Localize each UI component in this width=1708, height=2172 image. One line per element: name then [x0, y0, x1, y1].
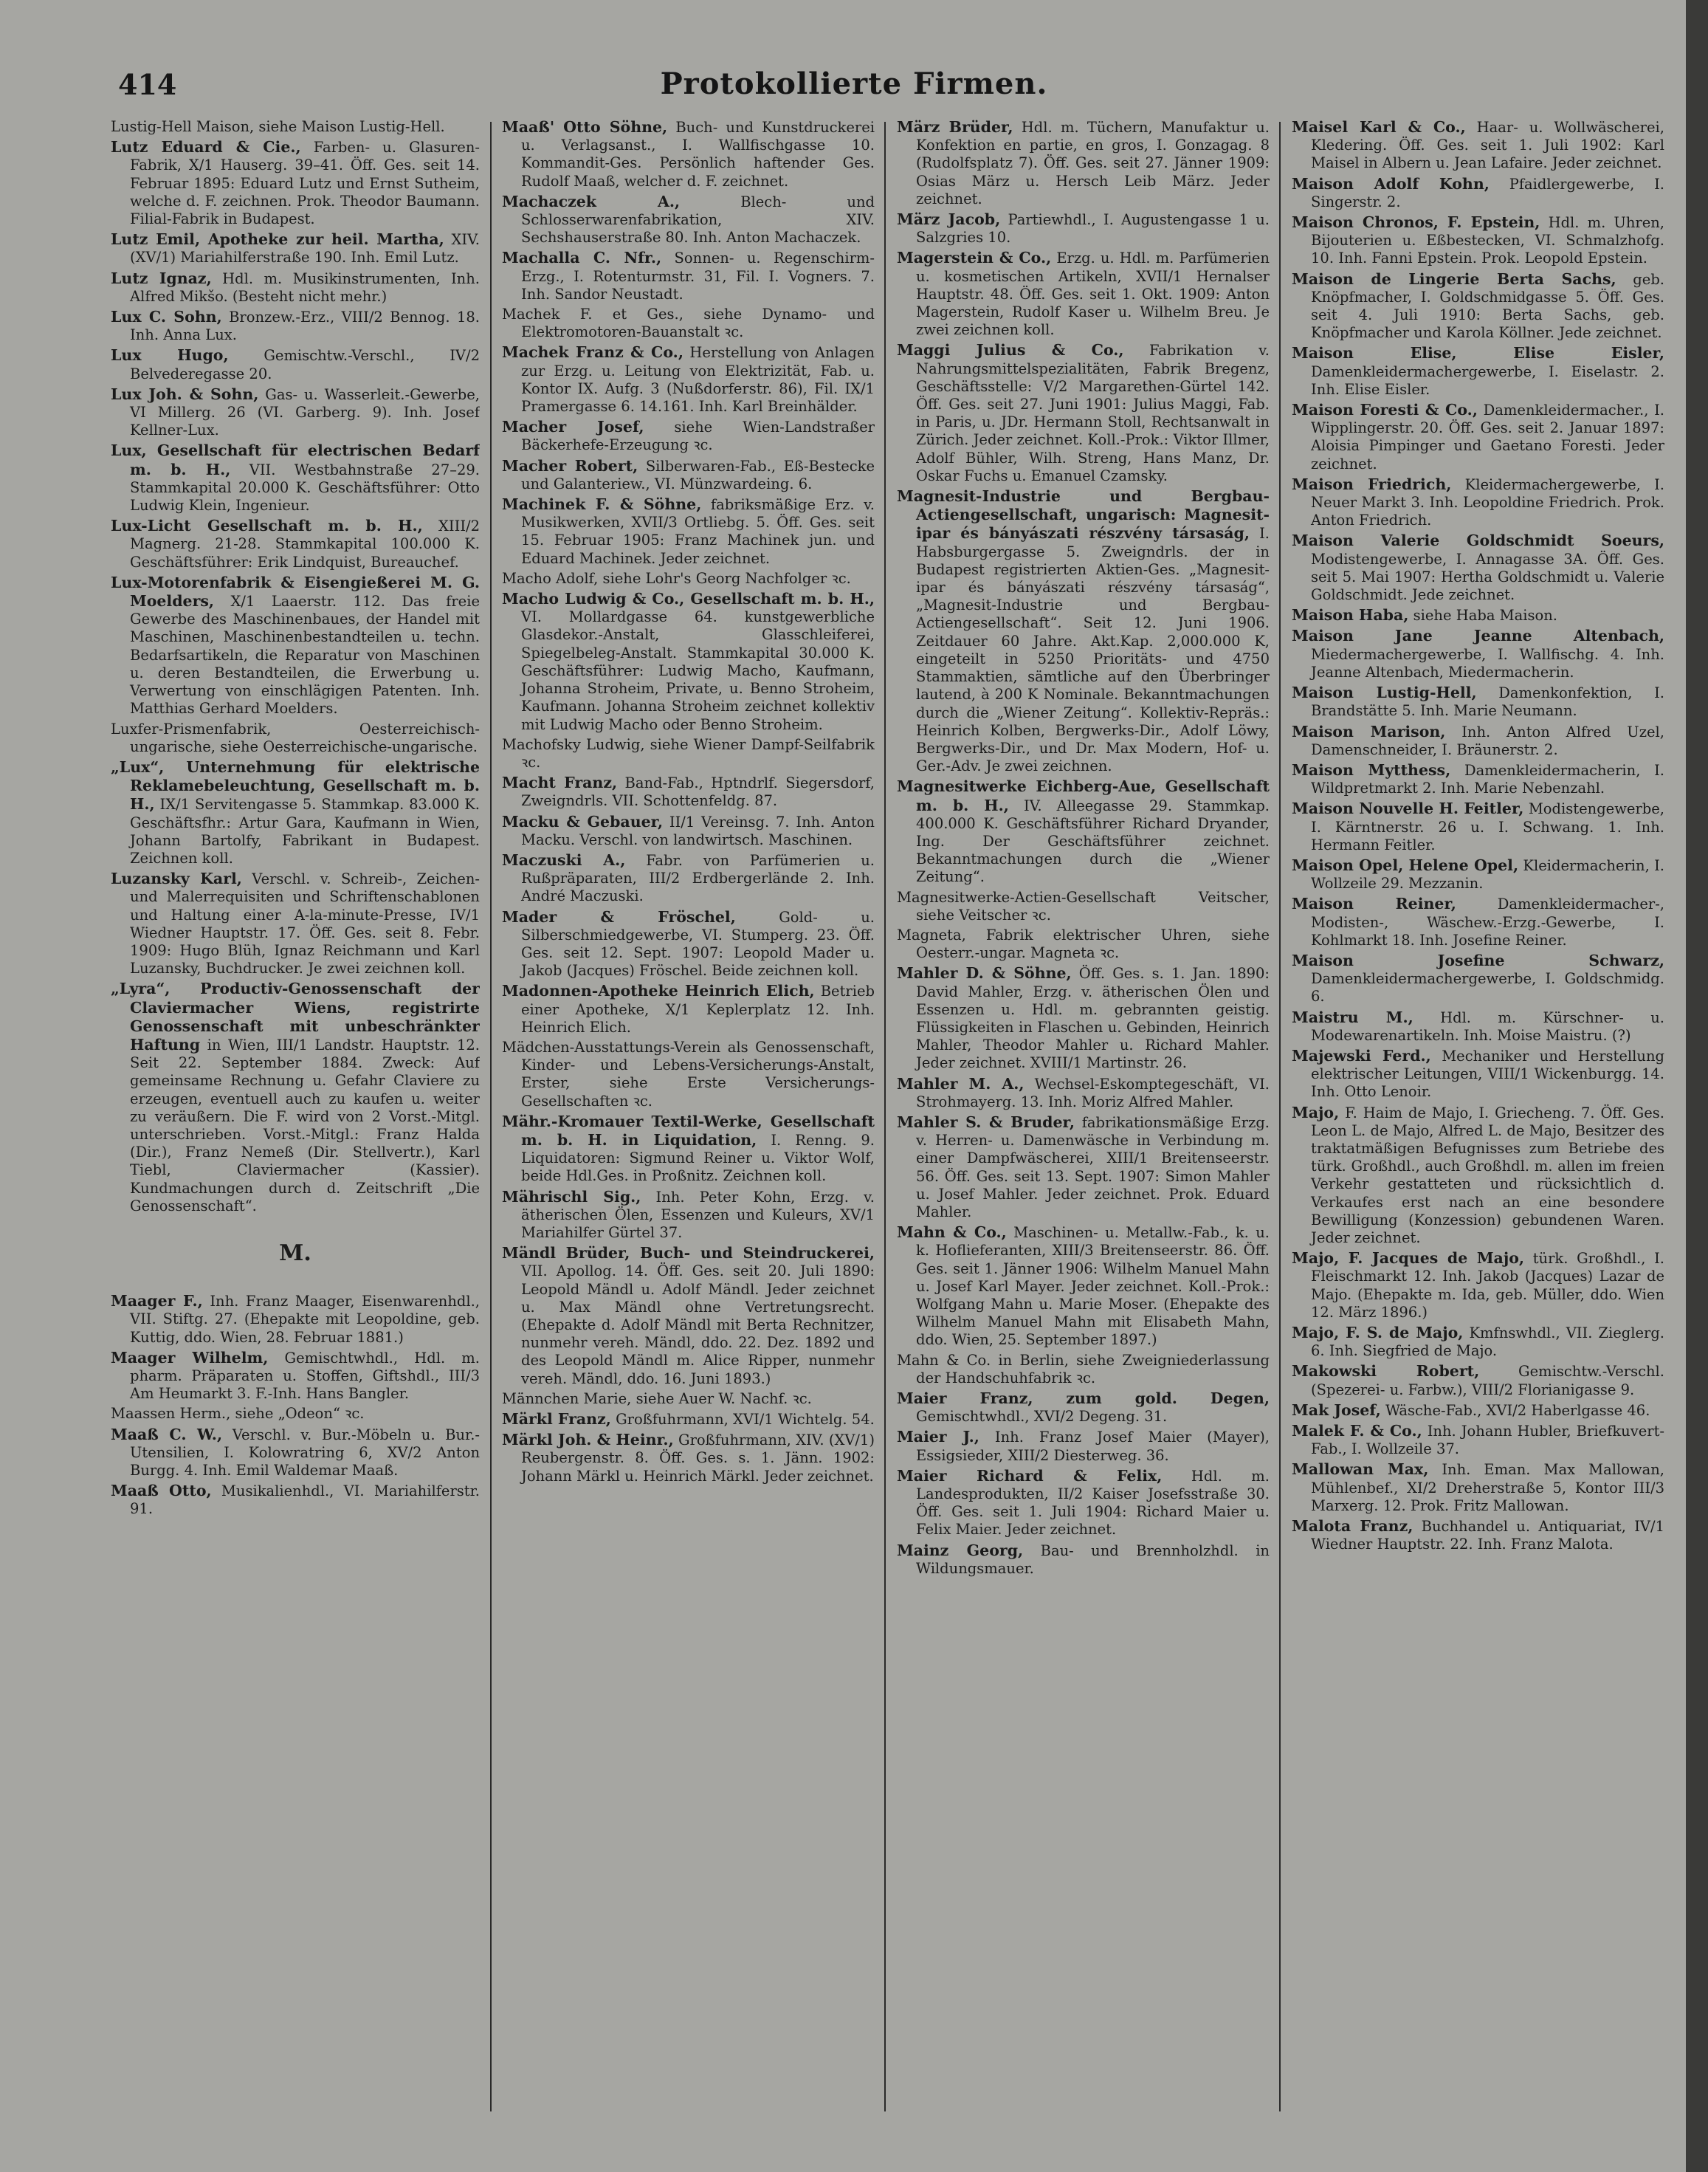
firm-name: Lutz Eduard & Cie.,: [111, 138, 301, 157]
firm-entry: [1292, 627, 1664, 681]
firm-details: in Wien, III/1 Landstr. Hauptstr. 12. Seit 22. September 1884. Zweck: Auf gemeinsame Rechnung u. Gefahr Claviere zu erzeugen, eventuell auch zu kaufen u. weiter zu veräußern. Die F. wird von 2 Vorst.-Mitgl. unterschrieben. Vorst.-Mitgl.: Franz Halda (Dir.), Franz Nemeß (Dir. Stellvertr.), Karl Tiebl, Claviermacher (Kassier). Kundmachungen durch d. Zeitschrift „Die Genossenschaft“.: [130, 1036, 480, 1214]
firm-name: Malek F. & Co.,: [1292, 1422, 1422, 1440]
firm-name: „Lux“, Unternehmung für elektrische Reklamebeleuchtung, Gesellschaft m. b. H.,: [111, 757, 480, 814]
firm-details: Machek F. et Ges., siehe Dynamo- und Elektromotoren-Bauanstalt ꝛc.: [502, 306, 875, 341]
firm-details: Musikalienhdl., VI. Mariahilferstr. 91.: [130, 1482, 480, 1518]
firm-name: Maison Marison,: [1292, 722, 1446, 740]
firm-entry: [111, 574, 480, 718]
firm-name: Mahler D. & Söhne,: [897, 964, 1072, 983]
column-4: [1292, 118, 1664, 2111]
firm-entry: [502, 570, 875, 588]
firm-name: Lux-Motorenfabrik & Eisengießerei M. G. Moelders,: [111, 573, 480, 611]
firm-entry: [1292, 1047, 1664, 1102]
firm-details: Gemischtwhdl., Hdl. m. pharm. Präparaten u. Stoffen, Giftshdl., III/3 Am Heumarkt 3. F.-Inh. Hans Bangler.: [130, 1349, 480, 1403]
firm-details: Farben- u. Glasuren-Fabrik, X/1 Hauserg. 39–41. Öff. Ges. seit 14. Februar 1895: Eduard Lutz und Ernst Sutheim, welche d. F. zeichnen. Prok. Theodor Baumann. Filial-Fabrik in Budapest.: [130, 139, 480, 228]
firm-name: Macho Ludwig & Co., Gesellschaft m. b. H.,: [502, 590, 875, 608]
firm-entry: [897, 1389, 1270, 1426]
firm-entry: [897, 889, 1270, 924]
firm-name: Maison Lustig-Hell,: [1292, 684, 1477, 702]
firm-entry: [1292, 952, 1664, 1006]
firm-details: XIV. (XV/1) Mariahilferstraße 190. Inh. Emil Lutz.: [130, 231, 480, 267]
firm-entry: [1292, 723, 1664, 759]
firm-details: Magneta, Fabrik elektrischer Uhren, siehe Oesterr.-ungar. Magneta ꝛc.: [897, 926, 1270, 962]
firm-details: Öff. Ges. s. 1. Jan. 1890: David Mahler, Erzg. v. ätherischen Ölen und Essenzen u. Hdl. m. gebrannten geistig. Flüssigkeiten in Flaschen u. Gebinden, Heinrich Mahler, Theodor Mahler u. Richard Mahler. Jeder zeichnet. XVIII/1 Martinstr. 26.: [916, 965, 1270, 1072]
firm-details: Wäsche-Fab., XVI/2 Haberlgasse 46.: [1385, 1401, 1650, 1419]
firm-entry: [1292, 1008, 1664, 1045]
firm-details: Hdl. m. Kürschner- u. Modewarenartikeln. Inh. Moise Maistru. (?): [1311, 1008, 1664, 1044]
firm-details: Inh. Franz Josef Maier (Mayer), Essigsieder, XIII/2 Diesterweg. 36.: [916, 1429, 1270, 1464]
firm-details: Macho Adolf, siehe Lohr's Georg Nachfolger ꝛc.: [502, 569, 851, 587]
firm-details: Band-Fab., Hptndrlf. Siegersdorf, Zweigndrls. VII. Schottenfeldg. 87.: [521, 774, 875, 810]
firm-name: Mahler S. & Bruder,: [897, 1113, 1075, 1131]
firm-entry: [502, 1390, 875, 1408]
firm-entry: [111, 138, 480, 228]
firm-entry: [502, 1039, 875, 1110]
firm-name: Maison Valerie Goldschmidt Soeurs,: [1292, 532, 1664, 550]
firm-name: Lux Hugo,: [111, 346, 229, 365]
firm-entry: [502, 736, 875, 771]
firm-name: Lutz Ignaz,: [111, 269, 212, 287]
firm-name: Machaczek A.,: [502, 192, 681, 210]
firm-name: Maisel Karl & Co.,: [1292, 118, 1466, 136]
firm-name: Mährischl Sig.,: [502, 1187, 641, 1206]
firm-name: Macher Robert,: [502, 456, 638, 475]
firm-entry: [111, 346, 480, 382]
firm-details: Gold- u. Silberschmiedgewerbe, VI. Stumperg. 23. Öff. Ges. seit 12. Sept. 1907: Leopold Mader u. Jakob (Jacques) Fröschel. Beide zeichnen koll.: [521, 908, 875, 980]
firm-details: Buchhandel u. Antiquariat, IV/1 Wiedner Hauptstr. 22. Inh. Franz Malota.: [1311, 1518, 1664, 1553]
firm-details: Inh. Eman. Max Mallowan, Mühlenbef., XI/2 Dreherstraße 5, Kontor III/3 Marxerg. 12. Prok. Fritz Mallowan.: [1311, 1461, 1664, 1514]
firm-entry: [1292, 761, 1664, 797]
firm-entry: [502, 249, 875, 303]
firm-name: Machek Franz & Co.,: [502, 343, 683, 362]
firm-entry: [111, 269, 480, 306]
firm-name: Macht Franz,: [502, 774, 618, 792]
firm-details: Maassen Herm., siehe „Odeon“ ꝛc.: [111, 1405, 365, 1423]
firm-entry: [1292, 401, 1664, 473]
firm-details: fabriksmäßige Erz. v. Musikwerken, XVII/3 Ortliebg. 5. Öff. Ges. seit 15. Februar 1905: Franz Machinek jun. und Eduard Machinek. Jeder zeichnet.: [521, 496, 875, 567]
firm-details: Buch- und Kunstdruckerei u. Verlagsanst., I. Wallfischgasse 10. Kommandit-Ges. Persönlich haftender Ges. Rudolf Maaß, welcher d. F. zeichnet.: [521, 119, 875, 190]
page-number: 414: [118, 68, 177, 101]
firm-entry: [502, 306, 875, 341]
firm-details: Hdl. m. Musikinstrumenten, Inh. Alfred Mikšo. (Besteht nicht mehr.): [130, 269, 480, 305]
firm-name: Mallowan Max,: [1292, 1460, 1429, 1479]
firm-name: Macku & Gebauer,: [502, 812, 664, 831]
firm-name: Maager F.,: [111, 1292, 203, 1310]
firm-details: Mädchen-Ausstattungs-Verein als Genossenschaft, Kinder- und Lebens-Versicherungs-Anstalt, Erster, siehe Erste Versicherungs-Gesellschaften ꝛc.: [502, 1038, 875, 1110]
firm-name: Lutz Emil, Apotheke zur heil. Martha,: [111, 230, 444, 249]
firm-name: Maison Elise, Elise Eisler,: [1292, 344, 1664, 362]
firm-entry: [1292, 475, 1664, 530]
firm-details: F. Haim de Majo, I. Griecheng. 7. Öff. Ges. Leon L. de Majo, Alfred L. de Majo, Besitzer des traktatmäßigen Befugnisses zum Betriebe des türk. Großhdl., auch Großhdl. m. allen im freien Verkehr gestatteten und rücksichtlich d. Verkaufes erst nach an eine besondere Bewilligung (Konzession) gebundenen Waren. Jeder zeichnet.: [1311, 1104, 1664, 1246]
firm-details: Gemischtw.-Verschl., IV/2 Belvederegasse 20.: [130, 347, 480, 382]
firm-entry: [502, 343, 875, 416]
firm-entry: [502, 118, 875, 190]
firm-details: IV. Alleegasse 29. Stammkap. 400.000 K. Geschäftsführer Richard Dryander, Ing. Der Geschäftsführer zeichnet. Bekanntmachungen durch die „Wiener Zeitung“.: [916, 797, 1270, 886]
firm-details: Mechaniker und Herstellung elektrischer Leitungen, VIII/1 Wickenburgg. 14. Inh. Otto Lenoir.: [1311, 1047, 1664, 1101]
firm-entry: [502, 193, 875, 247]
firm-entry: [502, 908, 875, 980]
firm-details: Hdl. m. Tüchern, Manufaktur u. Konfektion en partie, en gros, I. Gonzagag. 8 (Rudolfsplatz 7). Öff. Ges. seit 27. Jänner 1909: Osias März u. Hersch Leib März. Jeder zeichnet.: [916, 119, 1270, 207]
firm-details: Damenkleidermacher-, Modisten-, Wäschew.-Erzg.-Gewerbe, I. Kohlmarkt 18. Inh. Josefine Reiner.: [1311, 896, 1664, 949]
firm-name: Lux-Licht Gesellschaft m. b. H.,: [111, 517, 423, 535]
firm-entry: [111, 721, 480, 756]
firm-entry: [502, 982, 875, 1037]
firm-name: Mainz Georg,: [897, 1541, 1024, 1559]
firm-entry: [502, 457, 875, 493]
firm-name: Lux C. Sohn,: [111, 308, 222, 326]
firm-details: Damenkleidermacherin, I. Wildpretmarkt 2. Inh. Marie Nebenzahl.: [1311, 761, 1664, 797]
firm-name: Maaß Otto,: [111, 1482, 212, 1500]
firm-entry: [1292, 1401, 1664, 1420]
firm-entry: [897, 1352, 1270, 1387]
firm-name: Makowski Robert,: [1292, 1362, 1480, 1381]
firm-entry: [897, 964, 1270, 1072]
firm-name: Maistru M.,: [1292, 1008, 1413, 1026]
firm-name: Maison Adolf Kohn,: [1292, 174, 1490, 193]
page-edge-shadow: [1686, 0, 1708, 2172]
firm-name: Mahn & Co.,: [897, 1223, 1007, 1242]
firm-name: Madonnen-Apotheke Heinrich Elich,: [502, 982, 815, 1000]
firm-entry: [502, 1113, 875, 1186]
firm-entry: [111, 1349, 480, 1403]
firm-details: Betrieb einer Apotheke, X/1 Keplerplatz 12. Inh. Heinrich Elich.: [521, 983, 875, 1036]
firm-details: siehe Wien-Landstraßer Bäckerhefe-Erzeugung ꝛc.: [521, 419, 875, 454]
firm-details: geb. Knöpfmacher, I. Goldschmidgasse 5. Öff. Ges. seit 4. Juli 1910: Berta Sachs, geb. Knöpfmacher und Karola Köllner. Jede zeichnet.: [1311, 270, 1664, 342]
firm-name: Maier Richard & Felix,: [897, 1466, 1163, 1485]
firm-entry: [897, 249, 1270, 339]
firm-details: Silberwaren-Fab., Eß-Bestecke und Galanteriew., VI. Münzwardeing. 6.: [521, 457, 875, 492]
firm-name: Majo, F. Jacques de Majo,: [1292, 1249, 1525, 1268]
firm-entry: [502, 1188, 875, 1243]
firm-entry: [897, 1223, 1270, 1349]
firm-details: türk. Großhdl., I. Fleischmarkt 12. Inh. Jakob (Jacques) Lazar de Majo. (Ehepakte m. Ida, geb. Müller, ddo. Wien 12. März 1896.): [1311, 1250, 1664, 1321]
firm-name: Majo, F. S. de Majo,: [1292, 1324, 1464, 1341]
firm-name: Mändl Brüder, Buch- und Steindruckerei,: [502, 1244, 875, 1262]
firm-entry: [502, 1431, 875, 1485]
firm-entry: [111, 1292, 480, 1347]
firm-entry: [502, 1410, 875, 1429]
firm-entry: [897, 1075, 1270, 1111]
firm-name: Majo,: [1292, 1103, 1340, 1121]
firm-name: Maison Jane Jeanne Altenbach,: [1292, 627, 1664, 645]
firm-details: Inh. Anton Alfred Uzel, Damenschneider, I. Bräunerstr. 2.: [1311, 723, 1664, 758]
firm-entry: [502, 418, 875, 454]
firm-entry: [1292, 895, 1664, 949]
firm-details: Gemischtw.-Verschl. (Spezerei- u. Farbw.), VIII/2 Florianigasse 9.: [1311, 1363, 1664, 1398]
firm-name: Maaß C. W.,: [111, 1425, 223, 1443]
firm-details: Blech- und Schlosserwarenfabrikation, XIV. Sechshauserstraße 80. Inh. Anton Machaczek.: [521, 193, 875, 247]
firm-entry: [111, 441, 480, 515]
firm-name: Machinek F. & Söhne,: [502, 495, 702, 514]
firm-name: Maaß' Otto Söhne,: [502, 118, 668, 136]
section-letter: M.: [279, 1240, 311, 1266]
firm-details: XIII/2 Magnerg. 21-28. Stammkapital 100.000 K. Geschäftsführer: Erik Lindquist, Bureauchef.: [130, 518, 480, 571]
firm-name: Maczuski A.,: [502, 850, 626, 869]
firm-entry: [1292, 606, 1664, 625]
firm-details: siehe Haba Maison.: [1413, 607, 1557, 625]
firm-name: Maison Reiner,: [1292, 895, 1456, 913]
firm-name: März Brüder,: [897, 118, 1013, 136]
firm-details: Damenkleidermachergewerbe, I. Eiselastr. 2. Inh. Elise Eisler.: [1311, 362, 1664, 398]
firm-details: Bronzew.-Erz., VIII/2 Bennog. 18. Inh. Anna Lux.: [130, 309, 480, 344]
firm-entry: [111, 517, 480, 571]
firm-name: Maier J.,: [897, 1428, 979, 1446]
columns-container: [111, 118, 1668, 2111]
firm-name: Luzansky Karl,: [111, 870, 242, 888]
firm-details: Pfaidlergewerbe, I. Singerstr. 2.: [1311, 175, 1664, 210]
firm-details: Damenkonfektion, I. Brandstätte 5. Inh. Marie Neumann.: [1311, 684, 1664, 720]
firm-name: Maison Nouvelle H. Feitler,: [1292, 800, 1524, 818]
firm-entry: [111, 118, 480, 136]
firm-details: Miedermachergewerbe, I. Wallfischg. 4. Inh. Jeanne Altenbach, Miedermacherin.: [1311, 645, 1664, 681]
firm-name: Mahler M. A.,: [897, 1074, 1025, 1093]
firm-details: Männchen Marie, siehe Auer W. Nachf. ꝛc.: [502, 1389, 812, 1407]
firm-details: Erzg. u. Hdl. m. Parfümerien u. kosmetischen Artikeln, XVII/1 Hernalser Hauptstr. 48. Öff. Ges. seit 1. Okt. 1909: Anton Magerstein, Rudolf Kaser u. Wilhelm Breu. Je zwei zeichnen koll.: [916, 250, 1270, 339]
firm-entry: [897, 1113, 1270, 1221]
firm-details: VII. Westbahnstraße 27–29. Stammkapital 20.000 K. Geschäftsführer: Otto Ludwig Klein, Ingenieur.: [130, 461, 480, 515]
firm-name: Magerstein & Co.,: [897, 249, 1052, 267]
firm-entry: [897, 487, 1270, 775]
firm-name: Märkl Franz,: [502, 1410, 611, 1429]
firm-entry: [502, 1244, 875, 1388]
firm-details: Sonnen- u. Regenschirm-Erzg., I. Rotenturmstr. 31, Fil. I. Vogners. 7. Inh. Sandor Neustadt.: [521, 250, 875, 303]
firm-details: II/1 Vereinsg. 7. Inh. Anton Macku. Verschl. von landwirtsch. Maschinen.: [521, 813, 875, 848]
firm-entry: [897, 341, 1270, 485]
firm-details: Damenkleidermacher., I. Wipplingerstr. 20. Öff. Ges. seit 2. Januar 1897: Aloisia Pimpinger und Gaetano Foresti. Jeder zeichnet.: [1311, 402, 1664, 472]
firm-details: Maschinen- u. Metallw.-Fab., k. u. k. Hoflieferanten, XIII/3 Breitenseerstr. 86. Öff. Ges. seit 1. Jänner 1906: Wilhelm Manuel Mahn u. Josef Karl Mayer. Jeder zeichnet. Koll.-Prok.: Wolfgang Mahn u. Marie Moser. (Ehepakte des Wilhelm Manuel Mahn mit Elisabeth Mahn, ddo. Wien, 25. September 1897.): [916, 1224, 1270, 1349]
firm-entry: [897, 1467, 1270, 1539]
firm-details: VII. Apollog. 14. Öff. Ges. seit 20. Juli 1890: Leopold Mändl u. Adolf Mändl. Jeder zeichnet u. Max Mändl ohne Vertretungsrecht. (Ehepakte d. Adolf Mändl mit Berta Rechnitzer, nunmehr vereh. Mändl, ddo. 22. Dez. 1892 und des Leopold Mändl m. Alice Ripper, nunmehr vereh. Mändl, ddo. 16. Juni 1893.): [521, 1262, 875, 1387]
firm-details: Gas- u. Wasserleit.-Gewerbe, VI Millerg. 26 (VI. Garberg. 9). Inh. Josef Kellner-Lux.: [130, 385, 480, 439]
firm-entry: [1292, 1517, 1664, 1553]
firm-entry: [502, 774, 875, 810]
firm-details: Inh. Johann Hubler, Briefkuvert-Fab., I. Wollzeile 37.: [1311, 1423, 1664, 1458]
firm-entry: [1292, 532, 1664, 604]
firm-details: Verschl. v. Schreib-, Zeichen- und Malerrequisiten und Schriftenschablonen und Haltung einer A-la-minute-Presse, IV/1 Wiedner Hauptstr. 17. Öff. Ges. seit 8. Febr. 1909: Hugo Blüh, Ignaz Reichmann und Karl Luzansky, Buchdrucker. Je zwei zeichnen koll.: [130, 870, 480, 977]
firm-name: Lux Joh. & Sohn,: [111, 385, 259, 403]
firm-details: Inh. Peter Kohn, Erzg. v. ätherischen Ölen, Essenzen und Kuleurs, XV/1 Mariahilfer Gürtel 37.: [521, 1188, 875, 1241]
column-2: [502, 118, 875, 2111]
firm-entry: [111, 385, 480, 440]
firm-name: Mader & Fröschel,: [502, 907, 736, 926]
firm-entry: [897, 118, 1270, 208]
firm-entry: [111, 1405, 480, 1423]
firm-details: Verschl. v. Bur.-Möbeln u. Bur.-Utensilien, I. Kolowratring 6, XV/2 Anton Burgg. 4. Inh. Emil Waldemar Maaß.: [130, 1426, 480, 1479]
firm-name: Maison Mytthess,: [1292, 760, 1451, 779]
firm-entry: [1292, 1460, 1664, 1515]
firm-name: Maison Friedrich,: [1292, 475, 1452, 493]
firm-entry: [1292, 175, 1664, 211]
column-3: [897, 118, 1270, 2111]
firm-name: Magnesitwerke Eichberg-Aue, Gesellschaft m. b. H.,: [897, 777, 1270, 814]
firm-entry: [1292, 344, 1664, 399]
firm-details: Kleidermachergewerbe, I. Neuer Markt 3. Inh. Leopoldine Friedrich. Prok. Anton Friedrich.: [1311, 475, 1664, 529]
firm-name: Majewski Ferd.,: [1292, 1046, 1431, 1065]
firm-details: Großfuhrmann, XIV. (XV/1) Reubergenstr. 8. Öff. Ges. s. 1. Jänn. 1902: Johann Märkl u. Heinrich Märkl. Jeder zeichnet.: [521, 1432, 875, 1485]
firm-details: Haar- u. Wollwäscherei, Kledering. Öff. Ges. seit 1. Juli 1902: Karl Maisel in Albern u. Jean Lafaire. Jeder zeichnet.: [1311, 119, 1664, 172]
firm-details: I. Renng. 9. Liquidatoren: Sigmund Reiner u. Viktor Wolf, beide Hdl.Ges. in Proßnitz. Zeichnen koll.: [521, 1131, 875, 1185]
firm-entry: [111, 1426, 480, 1480]
firm-name: Maison Opel, Helene Opel,: [1292, 856, 1519, 874]
firm-entry: [1292, 1324, 1664, 1360]
firm-details: Gemischtwhdl., XVI/2 Degeng. 31.: [916, 1408, 1168, 1426]
firm-entry: [1292, 856, 1664, 893]
firm-name: Malota Franz,: [1292, 1517, 1413, 1536]
firm-details: X/1 Laaerstr. 112. Das freie Gewerbe des Maschinenbaues, der Handel mit Maschinen, Maschinenbestandteilen u. techn. Bedarfsartikeln, die Reparatur von Maschinen u. deren Bestandteilen, die Erwerbung u. Verwertung von einschlägigen Patenten. Inh. Matthias Gerhard Moelders.: [130, 593, 480, 718]
firm-name: Maggi Julius & Co.,: [897, 341, 1124, 360]
firm-entry: [897, 777, 1270, 886]
firm-details: Wechsel-Eskomptegeschäft, VI. Strohmayerg. 13. Inh. Moriz Alfred Mahler.: [916, 1075, 1270, 1110]
firm-name: Maison Chronos, F. Epstein,: [1292, 213, 1540, 232]
firm-entry: [502, 590, 875, 734]
firm-details: fabrikationsmäßige Erzg. v. Herren- u. Damenwäsche in Verbindung m. einer Dampfwäscherei, XIII/1 Breitenseerstr. 56. Öff. Ges. seit 13. Sept. 1907: Simon Mahler u. Josef Mahler. Jeder zeichnet. Prok. Eduard Mahler.: [916, 1113, 1270, 1220]
firm-details: Inh. Franz Maager, Eisenwarenhdl., VII. Stiftg. 27. (Ehepakte mit Leopoldine, geb. Kuttig, ddo. Wien, 28. Februar 1881.): [130, 1293, 480, 1346]
firm-entry: [1292, 1104, 1664, 1248]
firm-details: I. Habsburgergasse 5. Zweigndrls. der in Budapest registrierten Aktien-Ges. „Magnesit-ipar és bányászati részvény társaság“, „Magnesit-Industrie und Bergbau-Actiengesellschaft“. Seit 12. Juni 1906. Zeitdauer 60 Jahre. Akt.Kap. 2,000.000 K, eingeteilt in 5250 Prioritäts- und 4750 Stammaktien, sämtliche auf den Überbringer lautend, à 200 K Nominale. Bekanntmachungen durch die „Wiener Zeitung“. Kollektiv-Repräs.: Heinrich Kolben, Bergwerks-Dir., Adolf Löwy, Bergwerks-Dir., und Dr. Max Modern, Hof- u. Ger.-Adv. Je zwei zeichnen.: [916, 525, 1270, 775]
firm-details: Modistengewerbe, I. Annagasse 3A. Öff. Ges. seit 5. Mai 1907: Hertha Goldschmidt u. Valerie Goldschmidt. Jede zeichnet.: [1311, 550, 1664, 604]
firm-details: VI. Mollardgasse 64. kunstgewerbliche Glasdekor.-Anstalt, Glasschleiferei, Spiegelbeleg-Anstalt. Stammkapital 30.000 K. Geschäftsführer: Ludwig Macho, Kaufmann, Johanna Stroheim, Private, u. Benno Stroheim, Kaufmann. Johanna Stroheim zeichnet kollektiv mit Ludwig Macho oder Benno Stroheim.: [521, 608, 875, 733]
firm-entry: [1292, 118, 1664, 173]
firm-details: Machofsky Ludwig, siehe Wiener Dampf-Seilfabrik ꝛc.: [502, 735, 875, 771]
firm-entry: [1292, 213, 1664, 268]
firm-entry: [1292, 1362, 1664, 1398]
firm-details: Luxfer-Prismenfabrik, Oesterreichisch-ungarische, siehe Oesterreichische-ungarische.: [111, 720, 480, 755]
firm-name: „Lyra“, Productiv-Genossenschaft der Claviermacher Wiens, registrirte Genossenschaft mit unbeschränkter Haftung: [111, 980, 480, 1054]
firm-entry: [502, 495, 875, 568]
firm-entry: [1292, 684, 1664, 720]
firm-name: Maison de Lingerie Berta Sachs,: [1292, 269, 1616, 288]
firm-name: Maison Foresti & Co.,: [1292, 401, 1478, 419]
firm-details: Kleidermacherin, I. Wollzeile 29. Mezzanin.: [1311, 856, 1664, 893]
firm-details: Magnesitwerke-Actien-Gesellschaft Veitscher, siehe Veitscher ꝛc.: [897, 888, 1270, 924]
firm-name: Mak Josef,: [1292, 1401, 1381, 1419]
firm-name: Machalla C. Nfr.,: [502, 249, 662, 267]
firm-entry: [111, 1482, 480, 1518]
firm-entry: [111, 230, 480, 267]
firm-details: Bau- und Brennholzhdl. in Wildungsmauer.: [916, 1542, 1270, 1577]
firm-name: Maager Wilhelm,: [111, 1348, 269, 1367]
firm-entry: [502, 813, 875, 849]
firm-entry: [111, 870, 480, 977]
firm-name: Lux, Gesellschaft für electrischen Bedarf m. b. H.,: [111, 441, 480, 478]
firm-details: Partiewhdl., I. Augustengasse 1 u. Salzgries 10.: [916, 211, 1270, 247]
firm-entry: [897, 927, 1270, 962]
firm-name: Maison Josefine Schwarz,: [1292, 951, 1664, 969]
firm-name: Macher Josef,: [502, 418, 644, 436]
firm-details: Mahn & Co. in Berlin, siehe Zweigniederlassung der Handschuhfabrik ꝛc.: [897, 1351, 1270, 1386]
firm-entry: [897, 1428, 1270, 1464]
firm-entry: [1292, 1422, 1664, 1458]
firm-details: IX/1 Servitengasse 5. Stammkap. 83.000 K. Geschäftsfhr.: Artur Gara, Kaufmann in Wien, Johann Bartolfy, Fabrikant in Budapest. Zeichnen koll.: [130, 796, 480, 867]
firm-entry: [1292, 270, 1664, 343]
firm-name: Maier Franz, zum gold. Degen,: [897, 1389, 1270, 1408]
firm-details: Damenkleidermachergewerbe, I. Goldschmidg. 6.: [1311, 970, 1664, 1006]
firm-entry: [111, 308, 480, 344]
firm-entry: [1292, 1249, 1664, 1322]
firm-entry: [111, 980, 480, 1215]
firm-details: Lustig-Hell Maison, siehe Maison Lustig-Hell.: [111, 118, 445, 135]
firm-entry: [502, 851, 875, 906]
firm-details: Modistengewerbe, I. Kärntnerstr. 26 u. I. Schwang. 1. Inh. Hermann Feitler.: [1311, 800, 1664, 853]
firm-name: März Jacob,: [897, 210, 1001, 229]
firm-entry: [897, 210, 1270, 247]
firm-details: Fabr. von Parfümerien u. Rußpräparaten, III/2 Erdbergerlände 2. Inh. André Maczuski.: [521, 851, 875, 905]
firm-name: Magnesit-Industrie und Bergbau-Actiengesellschaft, ungarisch: Magnesit-ipar és bányászati részvény társaság,: [897, 487, 1270, 543]
firm-entry: [897, 1542, 1270, 1578]
column-1: [111, 118, 480, 2111]
firm-details: Hdl. m. Landesprodukten, II/2 Kaiser Josefsstraße 30. Öff. Ges. seit 1. Juli 1904: Richard Maier u. Felix Maier. Jeder zeichnet.: [916, 1467, 1270, 1539]
firm-entry: [111, 758, 480, 867]
firm-name: Mähr.-Kromauer Textil-Werke, Gesellschaft m. b. H. in Liquidation,: [502, 1112, 875, 1149]
firm-details: Großfuhrmann, XVI/1 Wichtelg. 54.: [616, 1411, 875, 1429]
firm-name: Maison Haba,: [1292, 606, 1409, 625]
firm-details: Fabrikation v. Nahrungsmittelspezialitäten, Fabrik Bregenz, Geschäftsstelle: V/2 Margarethen-Gürtel 142. Öff. Ges. seit 27. Juni 1901: Julius Maggi, Fab. in Paris, u. JDr. Hermann Stoll, Rechtsanwalt in Zürich. Jeder zeichnet. Koll.-Prok.: Viktor Illmer, Adolf Bühler, Wilh. Streng, Hans Manz, Dr. Oskar Fuchs u. Emanuel Czamsky.: [916, 342, 1270, 484]
firm-name: Märkl Joh. & Heinr.,: [502, 1431, 674, 1449]
firm-details: Herstellung von Anlagen zur Erzg. u. Leitung von Elektrizität, Fab. u. Kontor IX. Aufg. 3 (Nußdorferstr. 86), Fil. IX/1 Pramergasse 6. 14.161. Inh. Karl Breinhälder.: [521, 344, 875, 416]
firm-details: Hdl. m. Uhren, Bijouterien u. Eßbestecken, VI. Schmalzhofg. 10. Inh. Fanni Epstein. Prok. Leopold Epstein.: [1311, 214, 1664, 267]
firm-entry: [1292, 800, 1664, 854]
firm-details: Kmfnswhdl., VII. Zieglerg. 6. Inh. Siegfried de Majo.: [1311, 1324, 1664, 1360]
running-title: Protokollierte Firmen.: [660, 66, 1048, 101]
